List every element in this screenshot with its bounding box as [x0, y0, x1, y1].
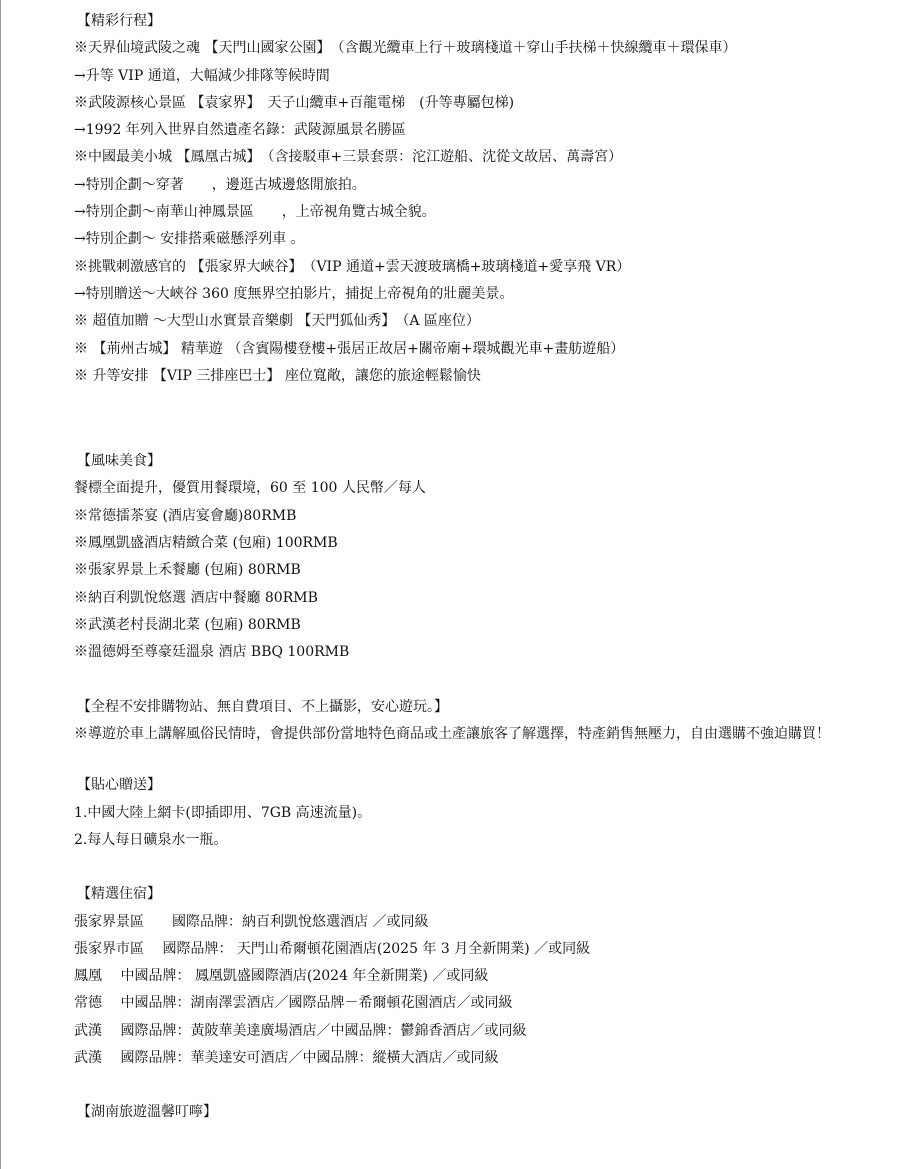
- food-line: ※納百利凱悅悠選 酒店中餐廳 80RMB: [74, 589, 318, 606]
- itinerary-line: ※中國最美小城 【鳳凰古城】 （含接駁車+三景套票：沱江遊船、沈從文故居、萬壽宮）: [74, 149, 623, 166]
- section-spacer: [74, 748, 894, 772]
- section-spacer: [74, 390, 894, 448]
- food-line: ※常德擂茶宴 (酒店宴會廳)80RMB: [74, 507, 297, 524]
- hotel-line: 張家界景區 國際品牌：納百利凱悅悠選酒店 ／或同級: [74, 913, 429, 930]
- gift-line: 1.中國大陸上網卡(即插即用、7GB 高速流量)。: [74, 804, 372, 821]
- food-line: ※武漢老村長湖北菜 (包廂) 80RMB: [74, 616, 301, 633]
- gifts-section: [74, 772, 894, 854]
- food-line: ※鳳凰凱盛酒店精緻合菜 (包廂) 100RMB: [74, 535, 338, 552]
- hotel-line: 武漢 國際品牌：黃陂華美達廣場酒店／中國品牌：鬱錦香酒店／或同級: [74, 1022, 527, 1039]
- itinerary-line: →特別企劃～ 安排搭乘磁懸浮列車 。: [74, 231, 305, 248]
- itinerary-line: →升等 VIP 通道，大幅減少排隊等候時間: [74, 67, 330, 84]
- hotel-line: 張家界市區 國際品牌： 天門山希爾頓花園酒店(2025 年 3 月全新開業) ／或同級: [74, 940, 591, 957]
- itinerary-line: →特別企劃～南華山神鳳景區 ，上帝視角覽古城全貌。: [74, 204, 436, 221]
- hotel-line: 常德 中國品牌：湖南澤雲酒店／國際品牌－希爾頓花園酒店／或同級: [74, 995, 513, 1012]
- food-line: ※張家界景上禾餐廳 (包廂) 80RMB: [74, 562, 301, 579]
- itinerary-line: ※ 升等安排 【VIP 三排座巴士】 座位寬敞，讓您的旅途輕鬆愉快: [74, 367, 481, 384]
- itinerary-line: →特別贈送～大峽谷 360 度無界空拍影片，捕捉上帝視角的壯麗美景。: [74, 285, 514, 302]
- page-left-border: [0, 0, 1, 1169]
- gift-line: 2.每人每日礦泉水一瓶。: [74, 831, 228, 848]
- food-section: [74, 448, 894, 666]
- section-spacer: [74, 854, 894, 881]
- hotel-line: 武漢 國際品牌：華美達安可酒店／中國品牌：縱橫大酒店／或同級: [74, 1050, 499, 1066]
- section-heading-gifts: 【貼心贈送】: [77, 777, 161, 794]
- itinerary-line: ※天界仙境武陵之魂 【天門山國家公園】 （含觀光纜車上行＋玻璃棧道＋穿山手扶梯＋快線纜車＋環保車）: [74, 40, 737, 57]
- food-line: 餐標全面提升，優質用餐環境，60 至 100 人民幣／每人: [74, 480, 426, 497]
- hotel-line: 鳳凰 中國品牌： 鳳凰凱盛國際酒店(2024 年全新開業) ／或同級: [74, 968, 489, 985]
- itinerary-line: →1992 年列入世界自然遺產名錄：武陵源風景名勝區: [74, 122, 406, 139]
- shopping-note: ※導遊於車上講解風俗民情時，會提供部份當地特色商品或土產讓旅客了解選擇，特產銷售無壓力，自由選購不強迫購買！: [74, 725, 830, 742]
- itinerary-line: ※挑戰刺激感官的 【張家界大峽谷】 （VIP 通道+雲天渡玻璃橋+玻璃棧道+愛享飛 VR）: [74, 258, 631, 275]
- reminder-section: [74, 1099, 894, 1126]
- section-heading-hotels: 【精選住宿】: [77, 886, 161, 903]
- itinerary-line: ※ 超值加贈 ～大型山水實景音樂劇 【天門狐仙秀】 （A 區座位）: [74, 313, 480, 330]
- section-spacer: [74, 667, 894, 694]
- food-line: ※溫德姆至尊豪廷溫泉 酒店 BBQ 100RMB: [74, 644, 350, 661]
- itinerary-line: →特別企劃～穿著 ，邊逛古城邊悠閒旅拍。: [74, 176, 366, 193]
- hotels-section: [74, 881, 894, 1072]
- shopping-section: [74, 694, 894, 749]
- section-spacer: [74, 1072, 894, 1099]
- document-page: [74, 8, 894, 1127]
- section-heading-itinerary: 【精彩行程】: [77, 13, 161, 29]
- section-heading-reminder: 【湖南旅遊溫馨叮嚀】: [77, 1104, 217, 1121]
- itinerary-line: ※ 【荊州古城】 精華遊 （含賓陽樓登樓+張居正故居+關帝廟+環城觀光車+畫舫遊船）: [74, 340, 625, 357]
- itinerary-section: [74, 8, 894, 390]
- section-heading-food: 【風味美食】: [77, 453, 161, 470]
- section-heading-shopping: 【全程不安排購物站、無自費項目、不上攝影，安心遊玩。】: [77, 698, 448, 715]
- itinerary-line: ※武陵源核心景區 【袁家界】 天子山纜車+百龍電梯 (升等專屬包梯): [74, 94, 515, 111]
